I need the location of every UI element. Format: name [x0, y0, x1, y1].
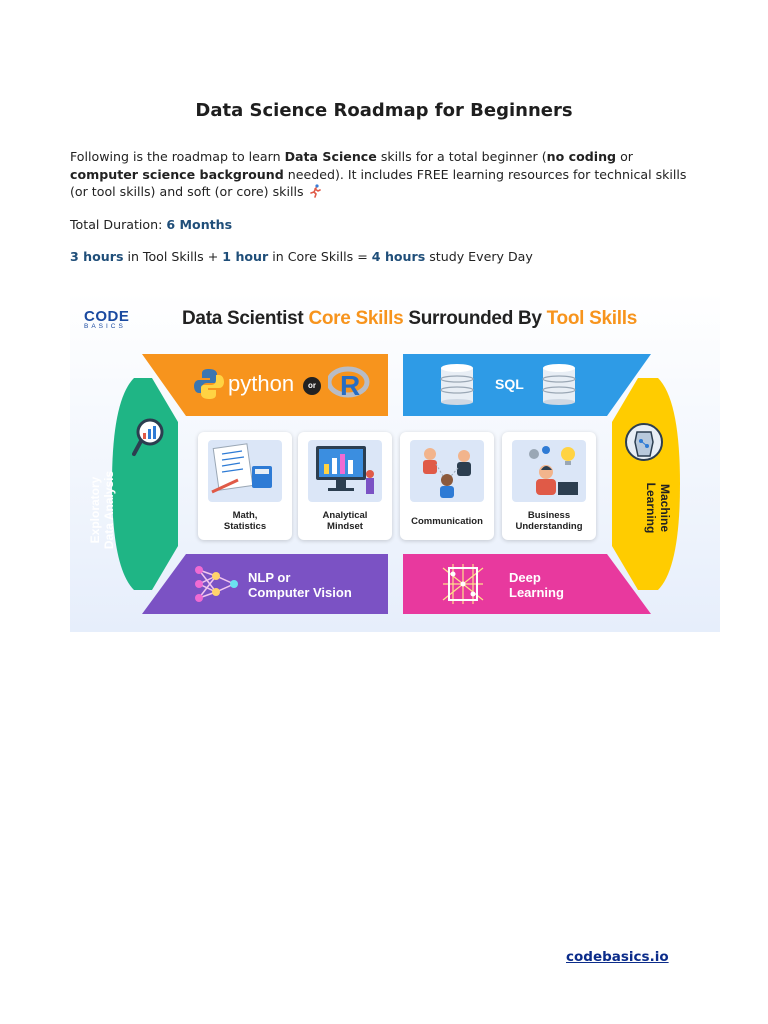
card-label-line: Understanding — [515, 521, 583, 532]
core-skill-card-math — [198, 432, 292, 540]
heading-text: Surrounded By — [403, 308, 547, 329]
nlp-band — [142, 554, 388, 614]
ml-label-line: Learning — [644, 482, 658, 534]
monitor-chart-icon — [308, 440, 382, 502]
card-label-line: Math, — [232, 510, 258, 521]
study-plan-line — [70, 248, 700, 266]
total-hours: 4 hours — [371, 249, 426, 264]
intro-bold-no-coding: no coding — [546, 149, 617, 164]
duration-label: Total Duration: — [70, 217, 167, 232]
nlp-label-line: Computer Vision — [248, 585, 352, 600]
intro-paragraph — [70, 148, 700, 201]
python-icon — [194, 368, 224, 400]
card-label — [400, 516, 494, 527]
infographic-heading — [182, 308, 637, 330]
python-r-band — [142, 354, 388, 416]
deep-learning-label — [509, 570, 564, 600]
core-hours: 1 hour — [222, 249, 269, 264]
analytical-illustration — [308, 440, 382, 502]
card-label-line: Communication — [411, 516, 483, 527]
deep-learning-network-icon — [439, 562, 487, 606]
nlp-label-line: NLP or — [248, 570, 291, 585]
thinking-person-icon — [512, 440, 586, 502]
page-title: Data Science Roadmap for Beginners — [195, 100, 573, 121]
core-skill-card-communication — [400, 432, 494, 540]
card-label — [502, 510, 596, 532]
database-icon — [541, 364, 577, 406]
deep-learning-band — [403, 554, 651, 614]
core-skill-card-business — [502, 432, 596, 540]
eda-label — [88, 471, 116, 549]
business-illustration — [512, 440, 586, 502]
codebasics-logo — [84, 308, 142, 330]
sql-label: SQL — [495, 376, 524, 392]
logo-sub-text: BASICS — [84, 323, 126, 330]
r-letter: R — [340, 370, 361, 401]
heading-core-skills: Core Skills — [308, 308, 404, 329]
or-badge — [303, 377, 321, 395]
neural-network-icon — [194, 564, 240, 604]
math-notebook-icon — [208, 440, 282, 502]
study-text: in Tool Skills + — [123, 249, 223, 264]
ml-label-line: Machine — [658, 483, 672, 533]
people-talking-icon — [410, 440, 484, 502]
intro-text: Following is the roadmap to learn — [70, 149, 285, 164]
card-label — [198, 510, 292, 532]
dl-label-line: Learning — [509, 585, 564, 600]
roadmap-infographic — [70, 292, 720, 632]
card-label-line: Statistics — [223, 521, 267, 532]
core-skill-card-analytical — [298, 432, 392, 540]
r-logo-icon — [328, 366, 370, 402]
ml-label — [644, 483, 672, 534]
card-label-line: Mindset — [327, 521, 363, 532]
intro-text: needed). It includes FREE learning resources for technical skills (or tool skills) and soft (or core) skills — [70, 166, 687, 199]
intro-bold-data-science: Data Science — [284, 149, 377, 164]
card-label-line: Analytical — [322, 510, 368, 521]
magnifier-chart-icon — [132, 418, 166, 458]
eda-label-line: Data Analysis — [102, 470, 116, 550]
runner-icon — [308, 184, 322, 198]
intro-text: skills for a total beginner ( — [376, 149, 547, 164]
heading-text: Data Scientist — [182, 308, 309, 329]
intro-bold-cs-background: computer science background — [70, 166, 284, 182]
study-text: in Core Skills = — [268, 249, 372, 264]
card-label — [298, 510, 392, 532]
card-label-line: Business — [527, 510, 571, 521]
logo-main-text: CODE — [84, 308, 130, 325]
math-illustration — [208, 440, 282, 502]
duration-value: 6 Months — [166, 217, 233, 232]
python-label: python — [228, 371, 295, 396]
tool-hours: 3 hours — [70, 249, 124, 264]
duration-line — [70, 216, 700, 234]
or-text: or — [308, 381, 316, 390]
intro-text: or — [616, 149, 633, 164]
heading-tool-skills: Tool Skills — [546, 308, 637, 329]
study-text: study Every Day — [425, 249, 533, 264]
ai-head-icon — [624, 422, 664, 466]
codebasics-link[interactable]: codebasics.io — [566, 949, 669, 965]
database-icon — [439, 364, 475, 406]
nlp-label — [248, 570, 352, 600]
eda-label-line: Exploratory — [88, 476, 102, 544]
communication-illustration — [410, 440, 484, 502]
dl-label-line: Deep — [509, 570, 541, 585]
